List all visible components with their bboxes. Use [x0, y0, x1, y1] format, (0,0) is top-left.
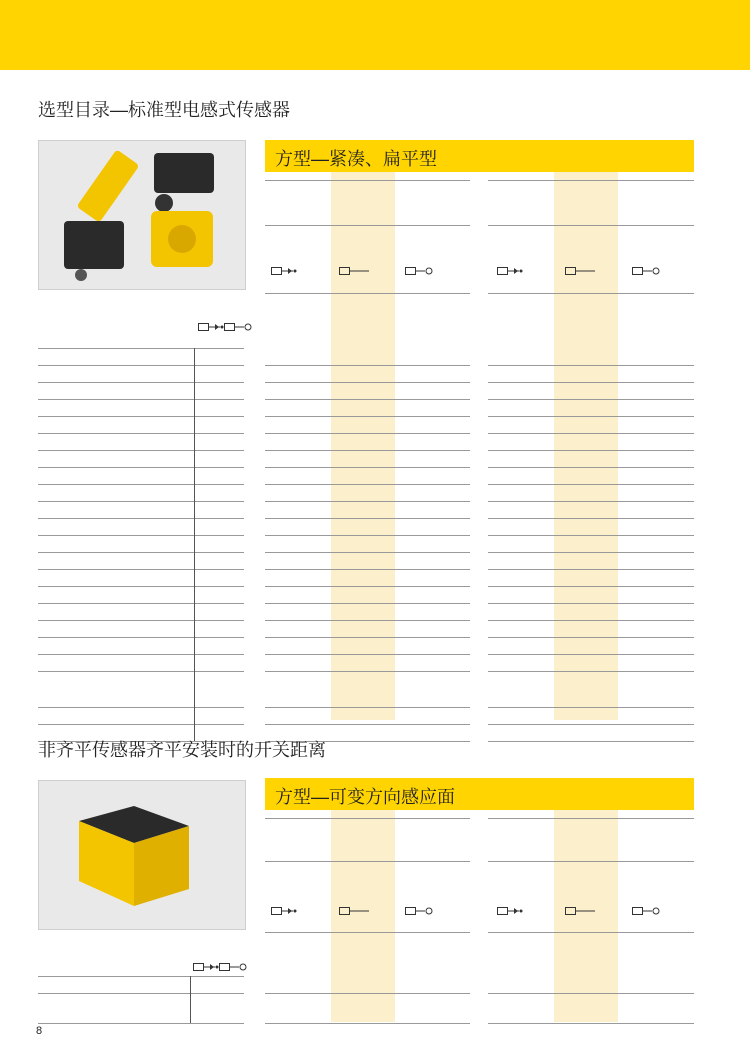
nonflush-icon — [224, 322, 254, 332]
row-divider — [488, 654, 694, 655]
row-divider — [265, 399, 470, 400]
row-divider — [488, 620, 694, 621]
row-divider — [488, 518, 694, 519]
row-divider — [38, 382, 244, 383]
divider — [38, 348, 244, 349]
row-divider — [488, 741, 694, 742]
row-divider — [38, 365, 244, 366]
divider — [265, 293, 470, 294]
row-divider — [488, 637, 694, 638]
row-divider — [488, 484, 694, 485]
terminal-icon — [632, 906, 662, 916]
row-divider — [38, 535, 244, 536]
row-divider — [488, 535, 694, 536]
sensor-photo-illustration-2 — [39, 781, 245, 929]
row-divider — [265, 552, 470, 553]
divider — [488, 861, 694, 862]
cable-icon — [565, 266, 595, 276]
row-divider — [488, 382, 694, 383]
row-divider — [265, 416, 470, 417]
connector-icon — [271, 266, 301, 276]
page-title: 选型目录—标准型电感式传感器 — [38, 100, 290, 120]
row-divider — [488, 603, 694, 604]
row-divider — [488, 399, 694, 400]
row-divider — [265, 535, 470, 536]
row-divider — [488, 671, 694, 672]
divider — [265, 225, 470, 226]
product-photo-variable — [38, 780, 246, 930]
row-divider — [265, 365, 470, 366]
row-divider — [38, 724, 244, 725]
row-divider — [488, 467, 694, 468]
row-divider — [38, 399, 244, 400]
row-divider — [265, 518, 470, 519]
divider — [488, 180, 694, 181]
row-divider — [38, 603, 244, 604]
section2-title-bar — [265, 778, 694, 810]
divider — [488, 932, 694, 933]
section1-title: 方型—紧凑、扁平型 — [275, 149, 437, 169]
cable-icon — [339, 266, 369, 276]
row-divider — [38, 433, 244, 434]
row-divider — [38, 586, 244, 587]
connector-icon — [271, 906, 301, 916]
terminal-icon — [632, 266, 662, 276]
row-divider — [488, 707, 694, 708]
row-divider — [265, 586, 470, 587]
cable-icon — [339, 906, 369, 916]
section2-heading: 非齐平传感器齐平安装时的开关距离 — [38, 740, 326, 760]
row-divider — [265, 707, 470, 708]
divider — [488, 818, 694, 819]
divider — [265, 861, 470, 862]
row-divider — [265, 993, 470, 994]
row-divider — [265, 603, 470, 604]
page-number: 8 — [36, 1025, 43, 1037]
row-divider — [38, 707, 244, 708]
row-divider — [488, 724, 694, 725]
row-divider — [265, 450, 470, 451]
divider — [38, 976, 244, 977]
tinted-column — [331, 810, 395, 1022]
top-yellow-banner — [0, 0, 750, 70]
row-divider — [38, 450, 244, 451]
sensor-photo-illustration — [39, 141, 245, 289]
column-divider — [190, 976, 191, 1023]
row-divider — [38, 552, 244, 553]
cable-icon — [565, 906, 595, 916]
row-divider — [265, 382, 470, 383]
row-divider — [488, 569, 694, 570]
row-divider — [488, 416, 694, 417]
row-divider — [488, 365, 694, 366]
column-divider — [194, 348, 195, 741]
row-divider — [265, 671, 470, 672]
row-divider — [38, 654, 244, 655]
row-divider — [38, 569, 244, 570]
divider — [265, 818, 470, 819]
connector-icon — [497, 266, 527, 276]
row-divider — [488, 586, 694, 587]
row-divider — [265, 637, 470, 638]
row-divider — [265, 724, 470, 725]
section1-title-bar — [265, 140, 694, 172]
divider — [265, 180, 470, 181]
divider — [488, 225, 694, 226]
divider — [265, 932, 470, 933]
nonflush-icon — [219, 962, 249, 972]
row-divider — [38, 484, 244, 485]
row-divider — [265, 467, 470, 468]
row-divider — [38, 467, 244, 468]
row-divider — [265, 654, 470, 655]
row-divider — [488, 993, 694, 994]
row-divider — [488, 501, 694, 502]
row-divider — [38, 671, 244, 672]
terminal-icon — [405, 906, 435, 916]
row-divider — [265, 433, 470, 434]
divider — [488, 293, 694, 294]
row-divider — [38, 518, 244, 519]
row-divider — [488, 450, 694, 451]
row-divider — [38, 993, 244, 994]
row-divider — [488, 1023, 694, 1024]
product-photo-compact — [38, 140, 246, 290]
row-divider — [265, 620, 470, 621]
row-divider — [38, 501, 244, 502]
row-divider — [38, 620, 244, 621]
connector-icon — [497, 906, 527, 916]
tinted-column — [554, 810, 618, 1022]
row-divider — [265, 1023, 470, 1024]
row-divider — [265, 569, 470, 570]
row-divider — [265, 484, 470, 485]
row-divider — [488, 552, 694, 553]
row-divider — [265, 501, 470, 502]
row-divider — [38, 637, 244, 638]
row-divider — [38, 1023, 244, 1024]
terminal-icon — [405, 266, 435, 276]
row-divider — [488, 433, 694, 434]
row-divider — [38, 416, 244, 417]
section2-title: 方型—可变方向感应面 — [275, 787, 455, 807]
